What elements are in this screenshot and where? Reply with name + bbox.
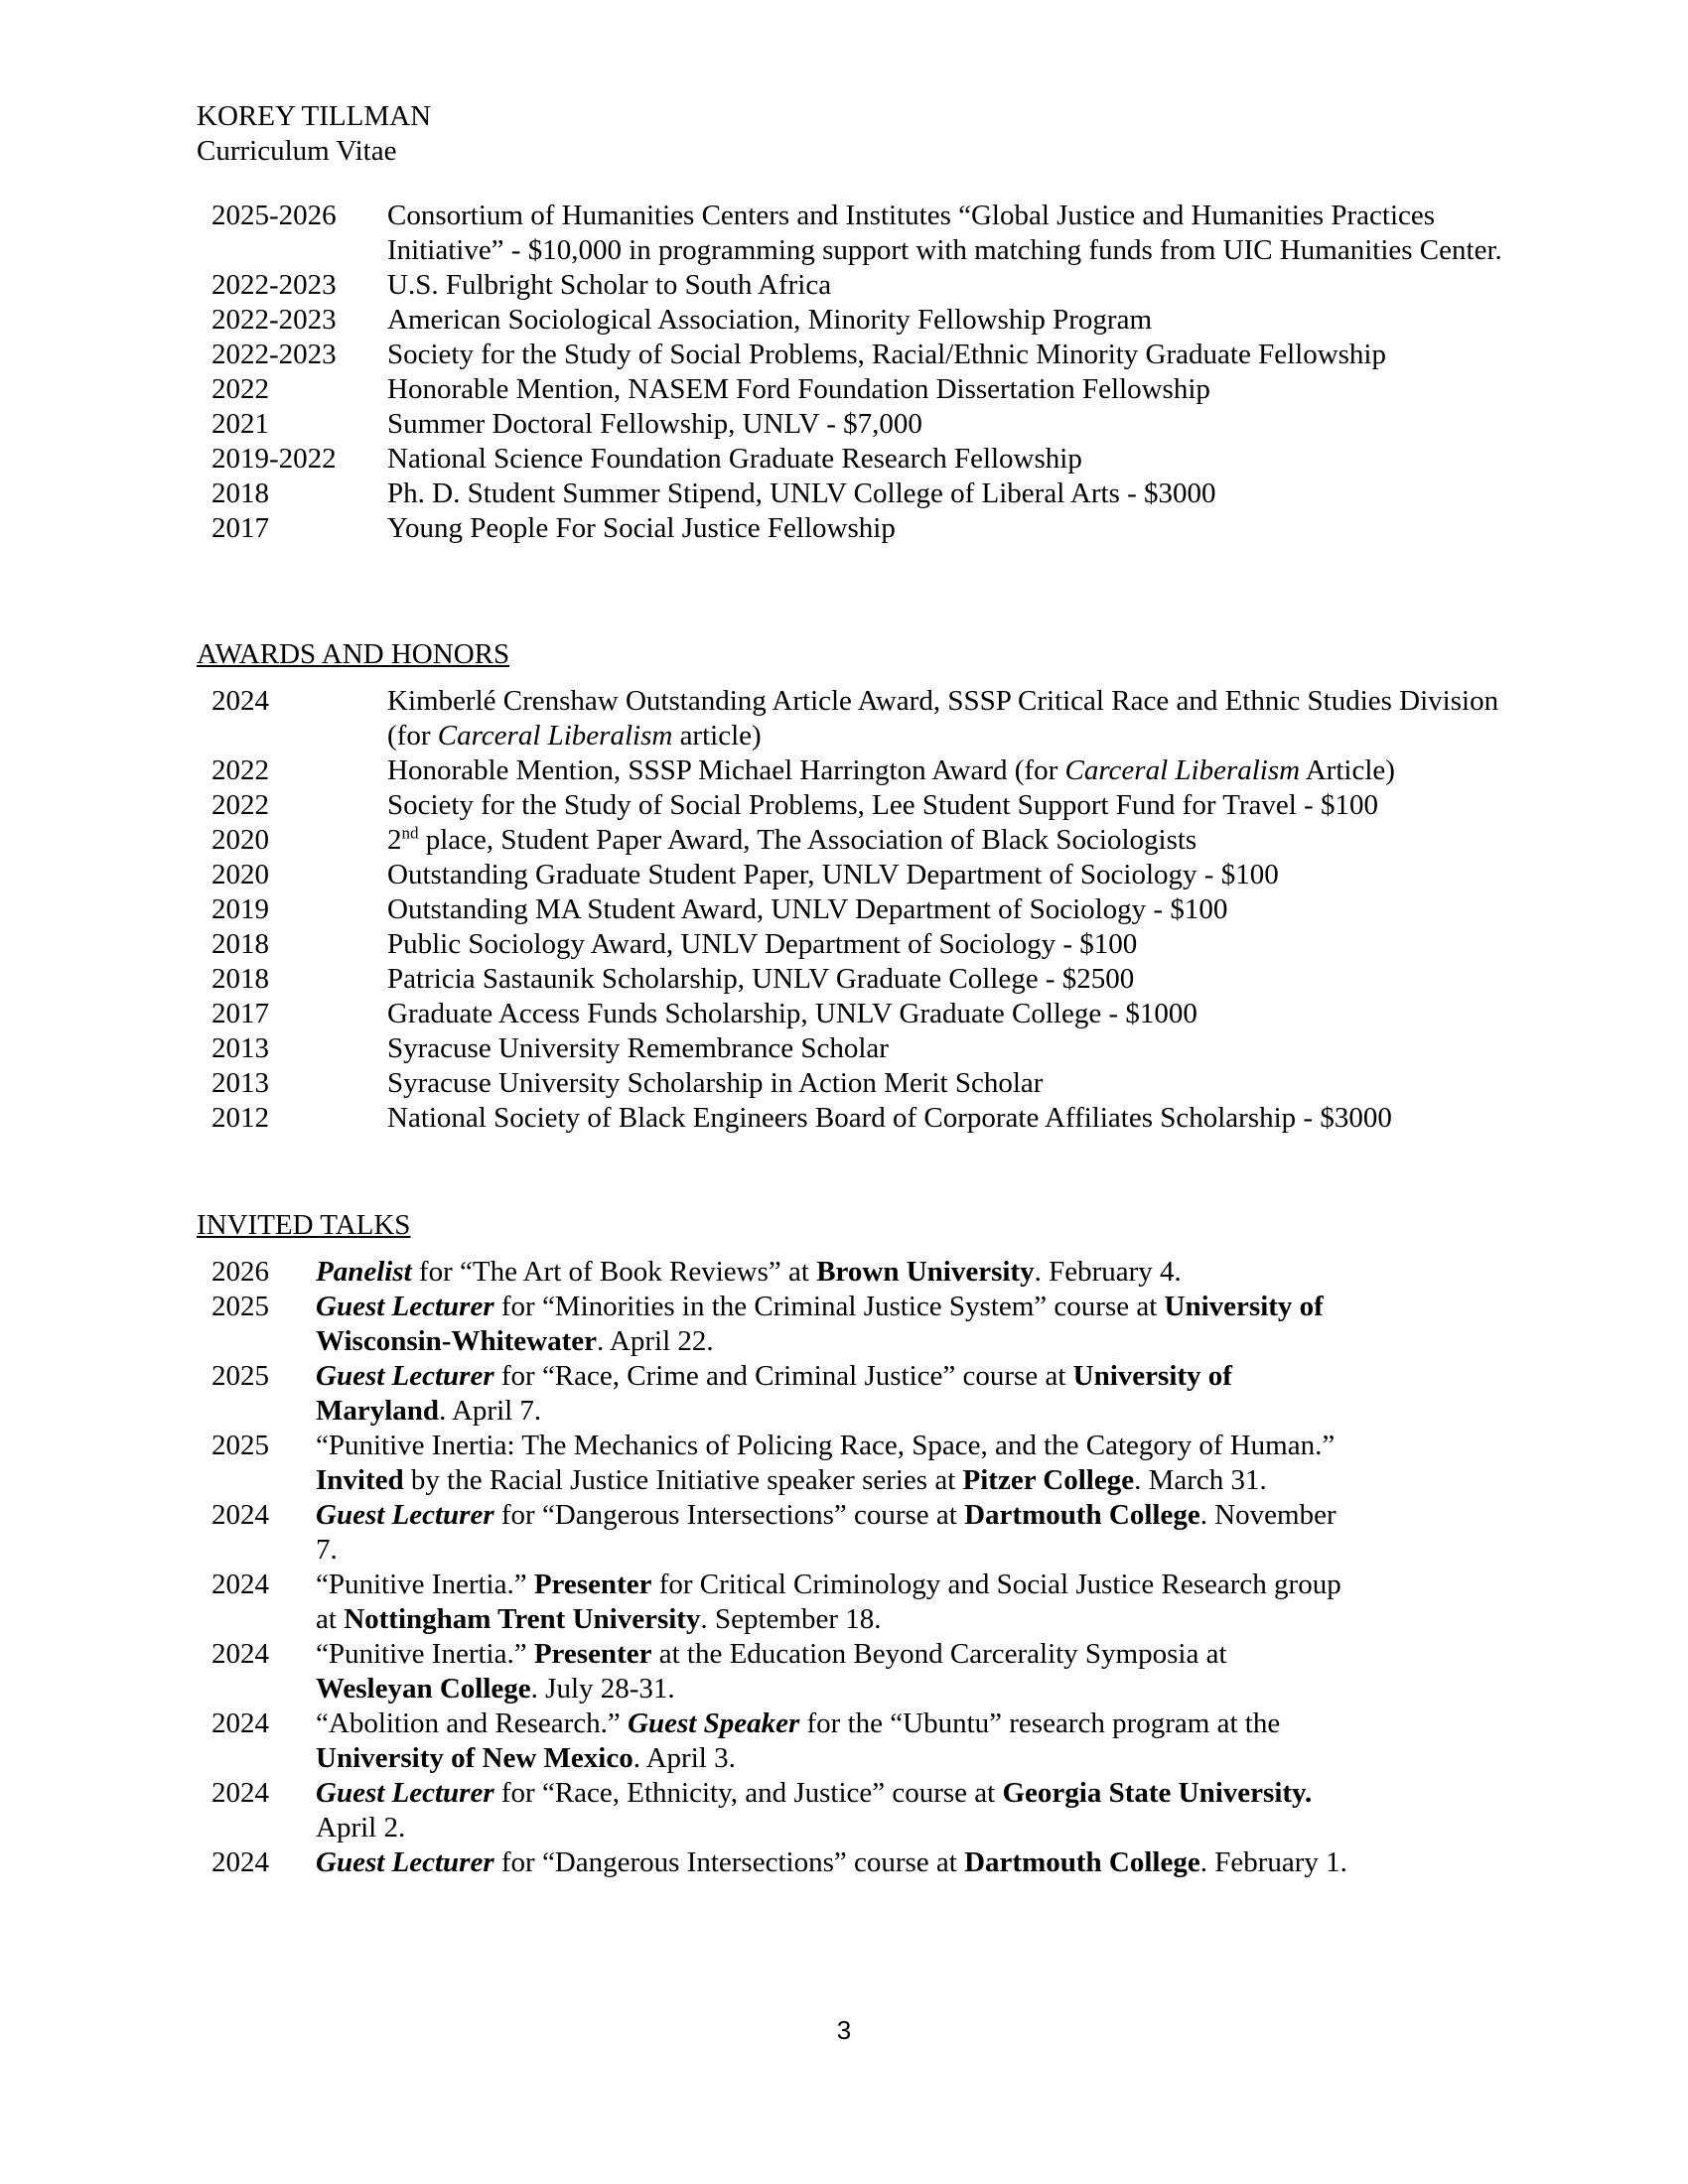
talk-item [197, 1568, 1507, 1637]
entry-year: 2022-2023 [211, 339, 337, 370]
entry-year: 2022-2023 [211, 269, 337, 301]
award-item [197, 962, 1507, 997]
entry-year: 2018 [211, 963, 269, 995]
talks-section [197, 1208, 1507, 1880]
entry-year: 2022 [211, 754, 269, 786]
author-name: KOREY TILLMAN [197, 100, 432, 132]
talk-item [197, 1776, 1507, 1845]
entry-year: 2018 [211, 478, 269, 509]
award-item [197, 753, 1507, 788]
entry-year: 2024 [211, 1569, 269, 1600]
entry-year: 2018 [211, 928, 269, 960]
entry-year: 2017 [211, 512, 269, 544]
entry-description: American Sociological Association, Minority Fellowship Program [387, 304, 1153, 336]
entry-year: 2019-2022 [211, 443, 337, 475]
funding-item [197, 268, 1507, 303]
entry-year: 2026 [211, 1256, 269, 1288]
entry-description: Society for the Study of Social Problems, Racial/Ethnic Minority Graduate Fellowship [387, 339, 1386, 370]
entry-year: 2021 [211, 408, 269, 440]
entry-description: Young People For Social Justice Fellowship [387, 512, 896, 544]
entry-year: 2025 [211, 1291, 269, 1322]
funding-item [197, 338, 1507, 372]
award-item [197, 927, 1507, 962]
funding-item [197, 303, 1507, 338]
page-number: 3 [836, 2015, 852, 2045]
entry-description: Outstanding MA Student Award, UNLV Department of Sociology - $100 [387, 893, 1228, 925]
entry-description: 2nd place, Student Paper Award, The Association of Black Sociologists [387, 823, 1197, 856]
entry-year: 2024 [211, 1777, 269, 1809]
cv-header [197, 99, 431, 169]
talks-list [197, 1255, 1507, 1880]
entry-year: 2025-2026 [211, 200, 337, 231]
funding-item [197, 407, 1507, 442]
entry-year: 2025 [211, 1360, 269, 1392]
award-item [197, 684, 1507, 753]
entry-year: 2022 [211, 373, 269, 405]
award-item [197, 997, 1507, 1031]
entry-description: Syracuse University Remembrance Scholar [387, 1032, 889, 1064]
entry-description: Guest Lecturer for “Race, Ethnicity, and Justice” course at Georgia State University. April 2. [316, 1777, 1313, 1843]
entry-description: U.S. Fulbright Scholar to South Africa [387, 269, 832, 301]
entry-year: 2024 [211, 1499, 269, 1531]
entry-description: Panelist for “The Art of Book Reviews” at Brown University. February 4. [316, 1256, 1182, 1288]
talk-item [197, 1706, 1507, 1776]
entry-year: 2025 [211, 1430, 269, 1461]
entry-description: Summer Doctoral Fellowship, UNLV - $7,000 [387, 408, 922, 440]
document-subtitle: Curriculum Vitae [197, 135, 397, 167]
award-item [197, 1066, 1507, 1101]
entry-description: “Punitive Inertia.” Presenter at the Education Beyond Carcerality Symposia at Wesleyan College. July 28-31. [316, 1638, 1227, 1705]
funding-item [197, 442, 1507, 477]
entry-description: Honorable Mention, NASEM Ford Foundation Dissertation Fellowship [387, 373, 1210, 405]
entry-description: “Abolition and Research.” Guest Speaker for the “Ubuntu” research program at the University of New Mexico. April 3. [316, 1707, 1281, 1774]
entry-year: 2013 [211, 1032, 269, 1064]
entry-year: 2022-2023 [211, 304, 337, 336]
talk-item [197, 1845, 1507, 1880]
awards-section [197, 637, 1507, 1136]
award-item [197, 858, 1507, 892]
entry-description: Society for the Study of Social Problems, Lee Student Support Fund for Travel - $100 [387, 789, 1379, 821]
award-item [197, 823, 1507, 858]
talk-item [197, 1290, 1507, 1359]
funding-item [197, 372, 1507, 407]
entry-description: Honorable Mention, SSSP Michael Harrington Award (for Carceral Liberalism Article) [387, 754, 1395, 786]
entry-description: Patricia Sastaunik Scholarship, UNLV Graduate College - $2500 [387, 963, 1135, 995]
entry-description: Kimberlé Crenshaw Outstanding Article Award, SSSP Critical Race and Ethnic Studies Division (for Carceral Liberalism article) [387, 685, 1499, 751]
funding-item [197, 511, 1507, 546]
talk-item [197, 1255, 1507, 1290]
entry-description: “Punitive Inertia: The Mechanics of Policing Race, Space, and the Category of Human.” Invited by the Racial Justice Initiative speaker series at Pitzer College. March 31. [316, 1430, 1336, 1496]
funding-section [197, 199, 1507, 546]
entry-year: 2020 [211, 824, 269, 856]
entry-year: 2024 [211, 1707, 269, 1739]
entry-year: 2024 [211, 1638, 269, 1670]
entry-year: 2017 [211, 998, 269, 1029]
funding-item [197, 477, 1507, 511]
entry-year: 2012 [211, 1102, 269, 1134]
awards-heading: AWARDS AND HONORS [197, 638, 510, 670]
funding-item [197, 199, 1507, 268]
entry-year: 2024 [211, 685, 269, 717]
talks-heading: INVITED TALKS [197, 1209, 411, 1241]
entry-description: Graduate Access Funds Scholarship, UNLV Graduate College - $1000 [387, 998, 1197, 1029]
entry-description: National Science Foundation Graduate Research Fellowship [387, 443, 1082, 475]
talk-item [197, 1429, 1507, 1498]
award-item [197, 892, 1507, 927]
entry-year: 2024 [211, 1846, 269, 1878]
entry-description: Guest Lecturer for “Minorities in the Criminal Justice System” course at University of Wisconsin-Whitewater. April 22. [316, 1291, 1324, 1357]
talk-item [197, 1637, 1507, 1706]
entry-description: Consortium of Humanities Centers and Institutes “Global Justice and Humanities Practices Initiative” - $10,000 in programming support with matching funds from UIC Humanities Center. [387, 200, 1502, 266]
entry-description: Syracuse University Scholarship in Action Merit Scholar [387, 1067, 1044, 1099]
talk-item [197, 1498, 1507, 1568]
awards-list [197, 684, 1507, 1136]
entry-description: “Punitive Inertia.” Presenter for Critical Criminology and Social Justice Research group at Nottingham Trent University. September 18. [316, 1569, 1341, 1635]
entry-description: Guest Lecturer for “Dangerous Intersections” course at Dartmouth College. November 7. [316, 1499, 1336, 1566]
entry-description: Public Sociology Award, UNLV Department of Sociology - $100 [387, 928, 1138, 960]
entry-year: 2022 [211, 789, 269, 821]
entry-description: Guest Lecturer for “Dangerous Intersections” course at Dartmouth College. February 1. [316, 1846, 1347, 1878]
entry-year: 2013 [211, 1067, 269, 1099]
award-item [197, 788, 1507, 823]
entry-description: National Society of Black Engineers Board of Corporate Affiliates Scholarship - $3000 [387, 1102, 1392, 1134]
entry-description: Guest Lecturer for “Race, Crime and Criminal Justice” course at University of Maryland. April 7. [316, 1360, 1232, 1427]
entry-year: 2019 [211, 893, 269, 925]
entry-description: Ph. D. Student Summer Stipend, UNLV College of Liberal Arts - $3000 [387, 478, 1216, 509]
award-item [197, 1031, 1507, 1066]
talk-item [197, 1359, 1507, 1429]
entry-year: 2020 [211, 859, 269, 890]
award-item [197, 1101, 1507, 1136]
entry-description: Outstanding Graduate Student Paper, UNLV Department of Sociology - $100 [387, 859, 1279, 890]
